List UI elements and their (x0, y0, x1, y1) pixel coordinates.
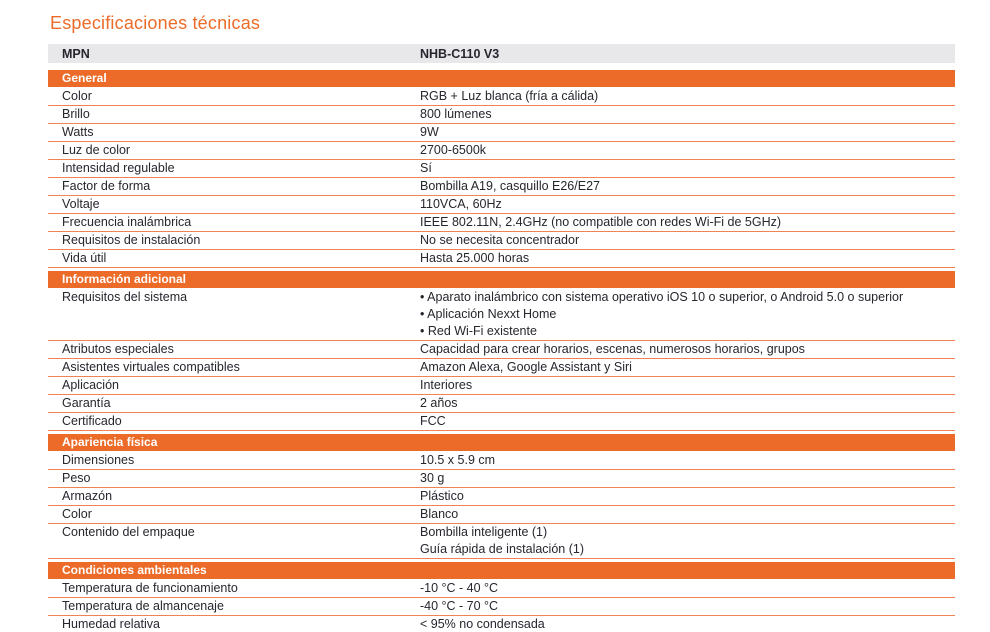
spec-label: Atributos especiales (62, 342, 174, 356)
spec-value-line: Bombilla inteligente (1) (420, 525, 548, 539)
spec-label: Color (62, 507, 92, 521)
spec-row-voltaje (48, 196, 955, 214)
spec-value (420, 196, 955, 213)
spec-label: Brillo (62, 107, 90, 121)
spec-row-dimensiones (48, 452, 955, 470)
spec-row-asistentes-virtuales-compatibles (48, 359, 955, 377)
spec-value-line: Sí (420, 161, 432, 175)
spec-label: Requisitos del sistema (62, 290, 188, 304)
spec-label: Factor de forma (62, 179, 151, 193)
spec-value-line: Bombilla A19, casquillo E26/E27 (420, 179, 600, 193)
spec-value-line: Guía rápida de instalación (1) (420, 542, 584, 556)
spec-label: Color (62, 89, 92, 103)
spec-value (420, 124, 955, 141)
spec-row-requisitos-de-instalacion (48, 232, 955, 250)
spec-value (420, 470, 955, 487)
spec-label: Frecuencia inalámbrica (62, 215, 192, 229)
spec-label: Voltaje (62, 197, 100, 211)
mpn-row (48, 44, 955, 63)
spec-label: Intensidad regulable (62, 161, 175, 175)
spec-value (420, 616, 955, 632)
spec-row-factor-de-forma (48, 178, 955, 196)
spec-label: Vida útil (62, 251, 107, 265)
spec-value (420, 88, 955, 105)
page-title: Especificaciones técnicas (50, 13, 261, 33)
spec-value-line: IEEE 802.11N, 2.4GHz (no compatible con redes Wi-Fi de 5GHz) (420, 215, 782, 229)
spec-row-requisitos-del-sistema (48, 289, 955, 341)
spec-value (420, 232, 955, 249)
spec-row-temperatura-de-almancenaje (48, 598, 955, 616)
spec-value (420, 580, 955, 597)
mpn-value: NHB-C110 V3 (420, 46, 500, 61)
section-header-informacion-adicional: Información adicional (48, 271, 955, 288)
spec-value (420, 250, 955, 267)
spec-row-armazon (48, 488, 955, 506)
spec-row-temperatura-de-funcionamiento (48, 580, 955, 598)
spec-label: Humedad relativa (62, 617, 160, 631)
spec-row-color (48, 506, 955, 524)
spec-label: Watts (62, 125, 94, 139)
spec-label: Certificado (62, 414, 122, 428)
spec-value (420, 341, 955, 358)
spec-row-certificado (48, 413, 955, 431)
spec-label: Dimensiones (62, 453, 135, 467)
spec-value-line: FCC (420, 414, 446, 428)
spec-value-line: 2700-6500k (420, 143, 487, 157)
spec-row-intensidad-regulable (48, 160, 955, 178)
spec-value-line: 110VCA, 60Hz (420, 197, 502, 211)
spec-row-peso (48, 470, 955, 488)
spec-row-color (48, 88, 955, 106)
mpn-label: MPN (62, 46, 90, 61)
section-header-condiciones-ambientales: Condiciones ambientales (48, 562, 955, 579)
spec-value (420, 160, 955, 177)
spec-table (48, 44, 955, 632)
spec-value-line: • Aparato inalámbrico con sistema operativo iOS 10 o superior, o Android 5.0 o superior (420, 290, 904, 304)
spec-value-line: 10.5 x 5.9 cm (420, 453, 496, 467)
spec-row-watts (48, 124, 955, 142)
spec-value (420, 524, 955, 558)
spec-value-line: 30 g (420, 471, 445, 485)
spec-value-line: -40 °C - 70 °C (420, 599, 499, 613)
spec-label: Temperatura de funcionamiento (62, 581, 238, 595)
spec-value (420, 214, 955, 231)
spec-value-line: • Aplicación Nexxt Home (420, 307, 557, 321)
spec-value-line: Blanco (420, 507, 459, 521)
spec-value-line: 800 lúmenes (420, 107, 492, 121)
spec-row-luz-de-color (48, 142, 955, 160)
spec-value (420, 395, 955, 412)
spec-value-line: Interiores (420, 378, 473, 392)
spec-row-aplicacion (48, 377, 955, 395)
spec-row-humedad-relativa (48, 616, 955, 632)
spec-row-garantia (48, 395, 955, 413)
spec-value (420, 142, 955, 159)
spec-value (420, 488, 955, 505)
spec-value-line: Amazon Alexa, Google Assistant y Siri (420, 360, 632, 374)
spec-label: Peso (62, 471, 91, 485)
section-header-general: General (48, 70, 955, 87)
spec-label: Luz de color (62, 143, 131, 157)
spec-value-line: No se necesita concentrador (420, 233, 580, 247)
spec-value (420, 359, 955, 376)
spec-value (420, 506, 955, 523)
spec-value-line: -10 °C - 40 °C (420, 581, 499, 595)
spec-value (420, 413, 955, 430)
spec-value (420, 377, 955, 394)
spec-row-frecuencia-inalambrica (48, 214, 955, 232)
section-header-apariencia-fisica: Apariencia física (48, 434, 955, 451)
spec-value-line: RGB + Luz blanca (fría a cálida) (420, 89, 599, 103)
spec-value-line: • Red Wi-Fi existente (420, 324, 537, 338)
spec-value (420, 106, 955, 123)
spec-value-line: < 95% no condensada (420, 617, 545, 631)
spec-label: Garantía (62, 396, 111, 410)
spec-label: Temperatura de almancenaje (62, 599, 224, 613)
spec-value-line: Plástico (420, 489, 464, 503)
spec-label: Armazón (62, 489, 113, 503)
spec-row-brillo (48, 106, 955, 124)
spec-row-vida-util (48, 250, 955, 268)
spec-value-line: Hasta 25.000 horas (420, 251, 530, 265)
spec-label: Contenido del empaque (62, 525, 195, 539)
spec-value (420, 598, 955, 615)
spec-label: Requisitos de instalación (62, 233, 201, 247)
spec-label: Asistentes virtuales compatibles (62, 360, 240, 374)
spec-sections (48, 70, 955, 632)
spec-value-line: 9W (420, 125, 439, 139)
spec-value (420, 452, 955, 469)
spec-row-contenido-del-empaque (48, 524, 955, 559)
spec-row-atributos-especiales (48, 341, 955, 359)
spec-value-line: Capacidad para crear horarios, escenas, numerosos horarios, grupos (420, 342, 805, 356)
spec-value (420, 289, 955, 340)
spec-value (420, 178, 955, 195)
spec-value-line: 2 años (420, 396, 458, 410)
spec-label: Aplicación (62, 378, 119, 392)
